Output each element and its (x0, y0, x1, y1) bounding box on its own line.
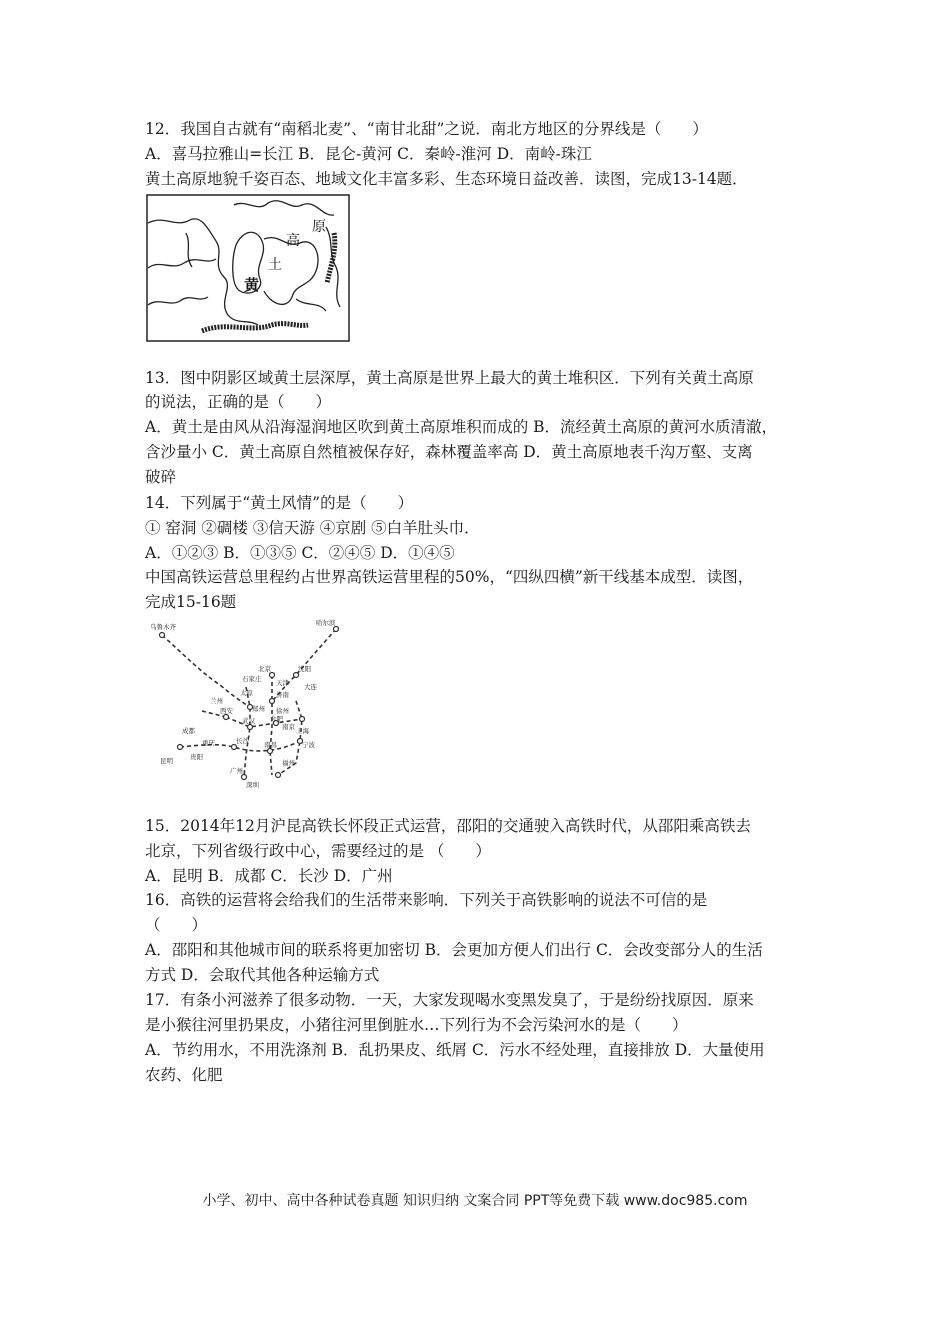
map1-label-tu: 土 (268, 257, 282, 273)
q12-options: A．喜马拉雅山=长江 B．昆仑-黄河 C．秦岭-淮河 D．南岭-珠江 (145, 145, 592, 163)
city-dalian: 大连 (304, 683, 317, 691)
q15-line-2: 北京，下列省级行政中心，需要经过的是 （ ） (145, 842, 491, 860)
city-changsha: 长沙 (236, 737, 249, 745)
map1-label-gao: 高 (286, 233, 300, 249)
q13-line-1: 13．图中阴影区域黄土层深厚，黄土高原是世界上最大的黄土堆积区．下列有关黄土高原 (145, 369, 754, 387)
city-zhengzhou: 郑州 (252, 705, 265, 713)
city-beijing: 北京 (258, 665, 271, 673)
city-taiyuan: 太原 (240, 689, 253, 697)
city-shenyang: 沈阳 (298, 665, 311, 673)
q15-line-1: 15．2014年12月沪昆高铁长怀段正式运营，邵阳的交通驶入高铁时代，从邵阳乘高铁去 (145, 817, 751, 835)
q17-line-1: 17．有条小河滋养了很多动物．一天，大家发现喝水变黑发臭了，于是纷纷找原因．原来 (145, 991, 754, 1009)
city-fuzhou: 福州 (282, 759, 295, 767)
city-guiyang: 贵阳 (190, 753, 203, 761)
q14-items: ① 窑洞 ②碉楼 ③信天游 ④京剧 ⑤白羊肚头巾． (145, 519, 480, 537)
map1-label-yuan: 原 (312, 219, 326, 235)
city-chengdu: 成都 (182, 727, 195, 735)
city-shenzhen: 深圳 (246, 781, 259, 789)
map1-label-huang: 黄 (244, 276, 260, 294)
intro-15-16-line-2: 完成15-16题 (145, 593, 237, 611)
city-guangzhou: 广州 (230, 767, 243, 775)
city-xian: 西安 (220, 707, 233, 715)
q17-line-3: A．节约用水，不用洗涤剂 B．乱扔果皮、纸屑 C．污水不经处理，直接排放 D．大量使用 (145, 1041, 765, 1059)
loess-plateau-map (146, 193, 352, 345)
q14-options: A．①②③ B．①③⑤ C．②④⑤ D．①④⑤ (145, 544, 455, 562)
q15-options: A．昆明 B．成都 C．长沙 D．广州 (145, 867, 393, 885)
q13-line-3: A．黄土是由风从沿海湿润地区吹到黄土高原堆积而成的 B．流经黄土高原的黄河水质清澈， (145, 418, 778, 436)
q17-line-2: 是小猴往河里扔果皮，小猪往河里倒脏水…下列行为不会污染河水的是（ ） (145, 1016, 688, 1034)
city-wulumuqi: 乌鲁木齐 (150, 623, 176, 631)
city-jinan: 济南 (276, 691, 289, 699)
city-nanchang: 南昌 (264, 741, 277, 749)
q16-line-3: A．邵阳和其他城市间的联系将更加密切 B．会更加方便人们出行 C．会改变部分人的生活 (145, 941, 763, 959)
city-nanjing: 南京 (282, 723, 295, 731)
city-shijiazhuang: 石家庄 (242, 675, 262, 683)
high-speed-rail-map (146, 615, 352, 790)
page-footer: 小学、初中、高中各种试卷真题 知识归纳 文案合同 PPT等免费下载 www.doc985.com (202, 1193, 748, 1209)
city-ningbo: 宁波 (302, 741, 315, 749)
city-kunming: 昆明 (160, 757, 173, 765)
city-chongqing: 重庆 (202, 739, 215, 747)
q16-line-1: 16．高铁的运营将会给我们的生活带来影响．下列关于高铁影响的说法不可信的是 (145, 891, 708, 909)
q13-line-4: 含沙量小 C．黄土高原自然植被保存好，森林覆盖率高 D．黄土高原地表千沟万壑、支离 (145, 443, 753, 461)
city-tianjin: 天津 (276, 679, 289, 687)
intro-13-14: 黄土高原地貌千姿百态、地域文化丰富多彩、生态环境日益改善．读图，完成13-14题． (145, 170, 748, 188)
q13-line-2: 的说法，正确的是（ ） (145, 393, 332, 411)
city-wuhan: 武汉 (242, 717, 255, 725)
city-shanghai: 上海 (296, 727, 309, 735)
q17-line-4: 农药、化肥 (145, 1066, 223, 1084)
city-hefei: 合肥 (270, 715, 283, 723)
intro-15-16-line-1: 中国高铁运营总里程约占世界高铁运营里程的50%，“四纵四横”新干线基本成型．读图， (145, 568, 754, 586)
q14-stem: 14．下列属于“黄土风情”的是（ ） (145, 494, 414, 512)
city-lanzhou: 兰州 (210, 697, 223, 705)
q13-line-5: 破碎 (145, 468, 177, 486)
q16-line-4: 方式 D．会取代其他各种运输方式 (145, 966, 380, 984)
q12-stem: 12．我国自古就有“南稻北麦”、“南甘北甜”之说．南北方地区的分界线是（ ） (145, 120, 708, 138)
city-haerbin: 哈尔滨 (316, 619, 336, 627)
q16-line-2: （ ） (145, 916, 208, 934)
city-xuzhou: 徐州 (276, 707, 289, 715)
